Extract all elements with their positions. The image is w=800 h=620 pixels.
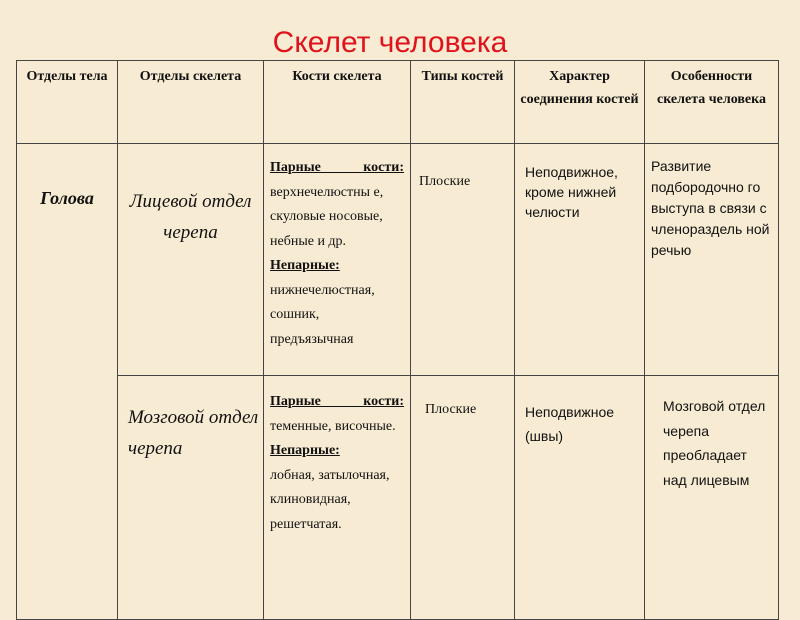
unpaired-bones-label: Непарные:	[270, 443, 340, 458]
paired-bones-label: Парные кости:	[270, 394, 404, 409]
paired-bones-label: Парные кости:	[270, 160, 404, 175]
header-connection: Характер соединения костей	[515, 61, 645, 144]
unpaired-bones-list: лобная, затылочная, клиновидная, решетчатая.	[270, 467, 390, 532]
feature-cell: Развитие подбородочно го выступа в связи с членораздель ной речью	[645, 144, 779, 376]
skeleton-table	[16, 60, 779, 620]
bone-type-cell: Плоские	[411, 144, 515, 376]
connection-cell: Неподвижное (швы)	[515, 376, 645, 620]
bones-cell	[264, 144, 411, 376]
header-row	[17, 61, 779, 144]
table-row-cranial	[17, 376, 779, 620]
feature-cell: Мозговой отдел черепа преобладает над лицевым	[645, 376, 779, 620]
header-bones: Кости скелета	[264, 61, 411, 144]
bones-cell	[264, 376, 411, 620]
table-row-facial	[17, 144, 779, 376]
unpaired-bones-list: нижнечелюстная, сошник, предъязычная	[270, 282, 375, 347]
bone-type-cell: Плоские	[411, 376, 515, 620]
unpaired-bones-label: Непарные:	[270, 258, 340, 273]
header-body-parts: Отделы тела	[17, 61, 118, 144]
body-part-cell: Голова	[17, 144, 118, 620]
connection-cell: Неподвижное, кроме нижней челюсти	[515, 144, 645, 376]
section-cell: Лицевой отдел черепа	[118, 144, 264, 376]
section-cell: Мозговой отдел черепа	[118, 376, 264, 620]
paired-bones-list: теменные, височные.	[270, 418, 396, 434]
page-title: Скелет человека	[272, 26, 508, 59]
header-features: Особенности скелета человека	[645, 61, 779, 144]
header-bone-types: Типы костей	[411, 61, 515, 144]
header-skeleton-sections: Отделы скелета	[118, 61, 264, 144]
paired-bones-list: верхнечелюстны е, скуловые носовые, небные и др.	[270, 184, 384, 249]
